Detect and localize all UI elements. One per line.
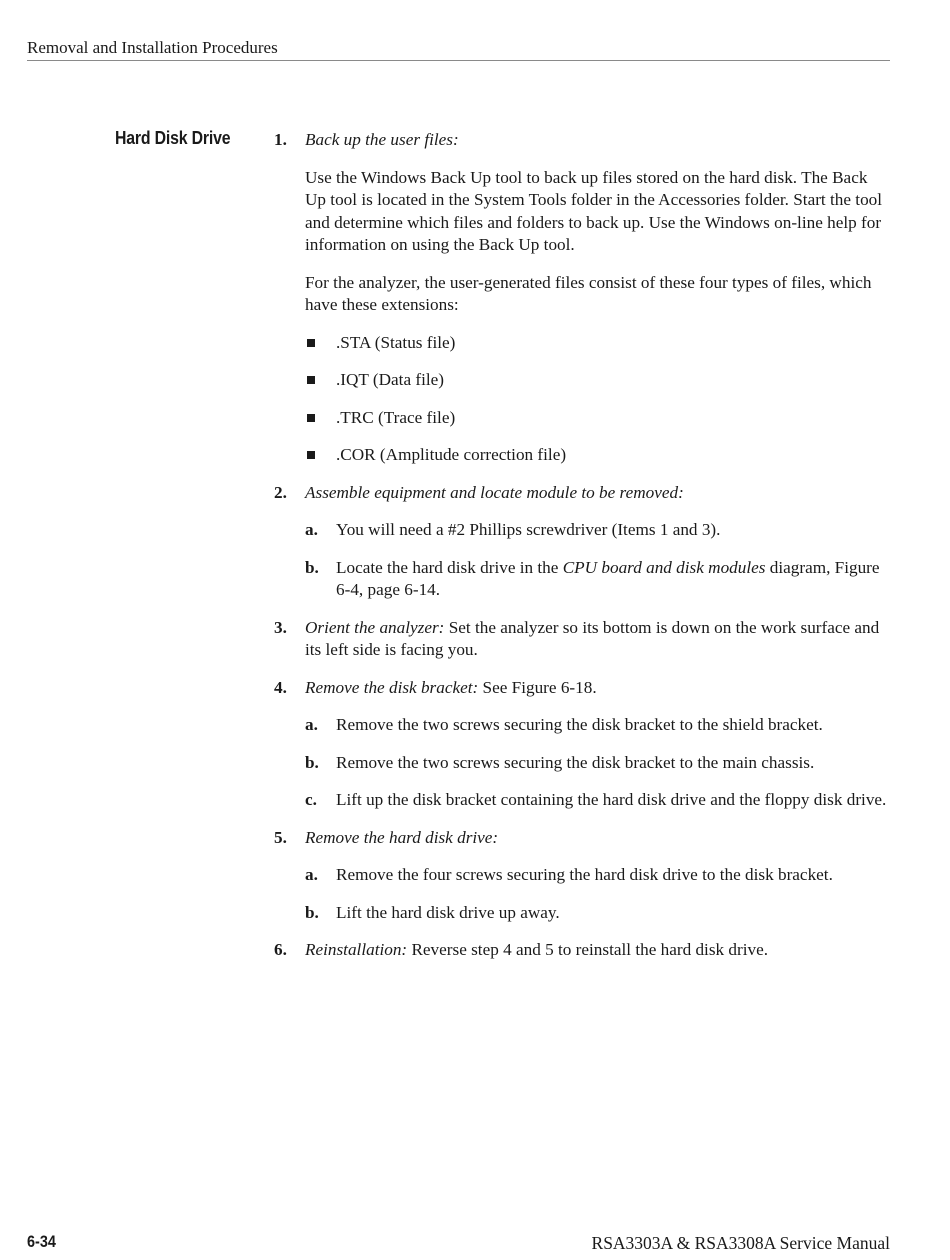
substep-text: Lift up the disk bracket containing the hard disk drive and the floppy disk drive. <box>336 790 887 809</box>
substep-letter: a. <box>305 865 318 884</box>
step-lead: Remove the hard disk drive: <box>305 827 499 847</box>
substep-letter: a. <box>305 715 318 734</box>
substep <box>305 714 890 737</box>
square-bullet-icon <box>305 332 336 355</box>
list-item <box>305 369 890 392</box>
substep-list <box>305 864 890 924</box>
substep-letter: b. <box>305 752 319 772</box>
list-item-text: .COR (Amplitude correction file) <box>336 445 567 464</box>
step-2 <box>274 482 890 602</box>
substep-text: Lift the hard disk drive up away. <box>336 902 560 922</box>
substep-letter: c. <box>305 790 317 809</box>
step-lead: Orient the analyzer: <box>305 617 445 637</box>
section-title: Hard Disk Drive <box>115 128 231 148</box>
step-lead: Back up the user files: <box>305 130 459 149</box>
list-item-text: .TRC (Trace file) <box>336 407 456 427</box>
substep-list <box>305 519 890 602</box>
square-bullet-icon <box>305 407 336 430</box>
step-6 <box>274 939 890 962</box>
square-bullet-icon <box>305 444 336 467</box>
paragraph: For the analyzer, the user-generated files consist of these four types of files, which have these extensions: <box>305 272 872 314</box>
step-number: 5. <box>274 827 287 847</box>
list-item <box>305 444 890 467</box>
paragraph: Use the Windows Back Up tool to back up files stored on the hard disk. The Back Up tool is located in the System Tools folder in the Accessories folder. Start the tool and determine which files and folders to back up. Use the Windows on-line help for information on using the Back Up tool. <box>305 167 883 254</box>
step-text: Orient the analyzer: Set the analyzer so its bottom is down on the work surface and its left side is facing you. <box>305 617 880 659</box>
step-text: See Figure 6-18. <box>478 677 597 697</box>
substep-text: Remove the two screws securing the disk bracket to the main chassis. <box>336 752 815 772</box>
step-number: 3. <box>274 617 287 637</box>
procedure-steps <box>274 129 890 977</box>
step-lead: Remove the disk bracket: <box>305 677 479 697</box>
step-lead: Reinstallation: <box>305 940 408 959</box>
substep <box>305 902 890 925</box>
substep-text: Remove the two screws securing the disk bracket to the shield bracket. <box>336 715 823 734</box>
file-type-list <box>305 332 890 467</box>
running-header: Removal and Installation Procedures <box>27 37 890 61</box>
step-text: Reinstallation: Reverse step 4 and 5 to reinstall the hard disk drive. <box>305 940 769 959</box>
step-3 <box>274 617 890 662</box>
step-number: 4. <box>274 677 287 697</box>
substep <box>305 864 890 887</box>
substep <box>305 789 890 812</box>
substep <box>305 519 890 542</box>
step-4 <box>274 677 890 812</box>
substep-list <box>305 714 890 812</box>
list-item <box>305 332 890 355</box>
list-item-text: .IQT (Data file) <box>336 370 445 389</box>
substep-letter: a. <box>305 520 318 539</box>
figure-reference: CPU board and disk modules <box>562 557 766 577</box>
step-number: 6. <box>274 940 287 959</box>
list-item <box>305 407 890 430</box>
substep-letter: b. <box>305 902 319 922</box>
substep-text: Remove the four screws securing the hard disk drive to the disk bracket. <box>336 865 833 884</box>
step-number: 1. <box>274 130 287 149</box>
step-5 <box>274 827 890 925</box>
page-number: 6-34 <box>27 1232 56 1251</box>
list-item-text: .STA (Status file) <box>336 332 456 352</box>
step-lead: Assemble equipment and locate module to be removed: <box>305 482 684 502</box>
substep <box>305 557 890 602</box>
manual-title: RSA3303A & RSA3308A Service Manual <box>591 1233 890 1253</box>
step-1 <box>274 129 890 467</box>
square-bullet-icon <box>305 369 336 392</box>
substep-letter: b. <box>305 557 319 577</box>
step-number: 2. <box>274 482 287 502</box>
substep <box>305 752 890 775</box>
substep-text: You will need a #2 Phillips screwdriver (Items 1 and 3). <box>336 520 721 539</box>
substep-text: Locate the hard disk drive in the CPU board and disk modules diagram, Figure 6-4, page 6-14. <box>336 557 880 599</box>
